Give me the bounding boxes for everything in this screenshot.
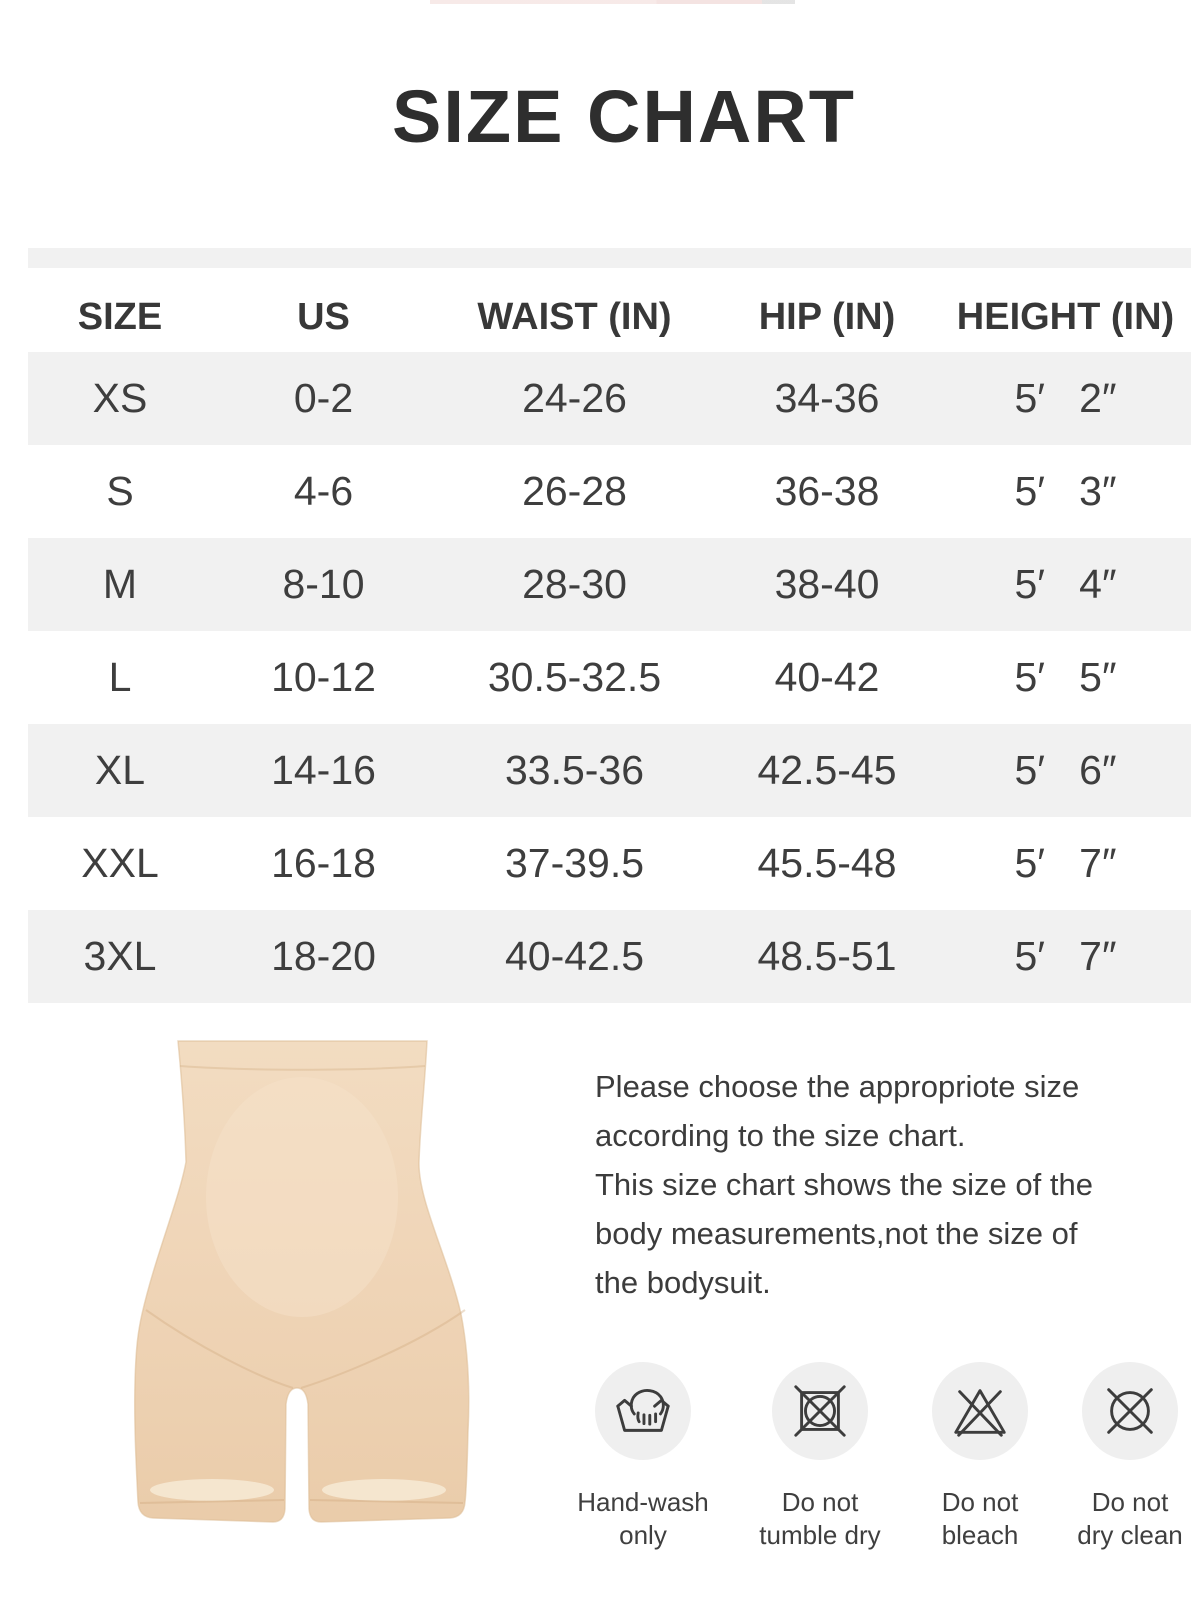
care-label-line: Hand-wash — [577, 1487, 709, 1517]
waist-cell: 37-39.5 — [504, 840, 645, 886]
table-header-row — [28, 268, 1191, 352]
us-cell: 18-20 — [271, 933, 376, 979]
size-cell: XL — [94, 747, 146, 793]
care-bubble — [1082, 1362, 1178, 1460]
hip-cell: 48.5-51 — [757, 933, 897, 979]
height-cell: 5′ 7″ — [1014, 933, 1117, 979]
hip-cell: 40-42 — [774, 654, 880, 700]
waist-cell: 40-42.5 — [504, 933, 645, 979]
table-row-s — [28, 445, 1191, 538]
table-top-strip — [28, 248, 1191, 268]
height-cell: 5′ 4″ — [1014, 561, 1117, 607]
size-cell: M — [102, 561, 138, 607]
do-not-dry-clean-icon — [1099, 1380, 1161, 1442]
hip-cell: 42.5-45 — [757, 747, 897, 793]
table-row-m — [28, 538, 1191, 631]
cropped-edge-artifact — [430, 0, 795, 4]
waist-cell: 28-30 — [522, 561, 627, 607]
height-cell: 5′ 2″ — [1014, 375, 1117, 421]
care-item-do-not-dry-clean — [1040, 1362, 1200, 1552]
hip-cell: 36-38 — [774, 468, 880, 514]
do-not-bleach-icon — [949, 1380, 1011, 1442]
us-cell: 10-12 — [271, 654, 376, 700]
sizing-notes — [595, 1062, 1175, 1307]
table-row-xl — [28, 724, 1191, 817]
size-cell: XXL — [81, 840, 159, 886]
size-cell: S — [106, 468, 134, 514]
size-cell: XS — [92, 375, 148, 421]
height-cell: 5′ 3″ — [1014, 468, 1117, 514]
do-not-tumble-dry-icon — [789, 1380, 851, 1442]
hip-cell: 38-40 — [774, 561, 880, 607]
size-cell: 3XL — [83, 933, 157, 979]
table-row-xxl — [28, 817, 1191, 910]
care-label-line: only — [619, 1520, 667, 1550]
care-label-line: tumble dry — [759, 1520, 881, 1550]
us-cell: 8-10 — [282, 561, 365, 607]
note-line: Please choose the appropriote size — [595, 1069, 1080, 1104]
height-cell: 5′ 5″ — [1014, 654, 1117, 700]
care-label-line: Do not — [1091, 1487, 1169, 1517]
hip-cell: 45.5-48 — [757, 840, 897, 886]
note-line: according to the size chart. — [595, 1118, 966, 1153]
us-cell: 16-18 — [271, 840, 376, 886]
table-row-l — [28, 631, 1191, 724]
us-cell: 4-6 — [293, 468, 354, 514]
page-title: SIZE CHART — [392, 75, 856, 158]
table-row-xs — [28, 352, 1191, 445]
hip-cell: 34-36 — [774, 375, 880, 421]
size-table — [28, 248, 1191, 1003]
note-line: body measurements,not the size of — [595, 1216, 1078, 1251]
column-header-us: US — [297, 295, 350, 338]
us-cell: 0-2 — [293, 375, 354, 421]
waist-cell: 33.5-36 — [504, 747, 645, 793]
care-item-do-not-tumble-dry — [730, 1362, 910, 1552]
care-item-hand-wash — [553, 1362, 733, 1552]
us-cell: 14-16 — [271, 747, 376, 793]
height-cell: 5′ 7″ — [1014, 840, 1117, 886]
waist-cell: 24-26 — [522, 375, 627, 421]
shapewear-product-image — [128, 1032, 476, 1544]
waist-cell: 26-28 — [522, 468, 627, 514]
size-cell: L — [108, 654, 132, 700]
note-line: This size chart shows the size of the — [595, 1167, 1093, 1202]
care-label-line: Do not — [941, 1487, 1019, 1517]
care-label-line: dry clean — [1077, 1520, 1183, 1550]
height-cell: 5′ 6″ — [1014, 747, 1117, 793]
table-row-3xl — [28, 910, 1191, 1003]
column-header-hip: HIP (IN) — [758, 295, 896, 338]
column-header-size: SIZE — [77, 295, 163, 338]
hand-wash-icon — [612, 1380, 674, 1442]
note-line: the bodysuit. — [595, 1265, 771, 1300]
care-label-line: bleach — [941, 1520, 1019, 1550]
column-header-waist: WAIST (IN) — [477, 295, 672, 338]
care-bubble — [595, 1362, 691, 1460]
care-bubble — [772, 1362, 868, 1460]
column-header-height: HEIGHT (IN) — [956, 295, 1175, 338]
waist-cell: 30.5-32.5 — [487, 654, 662, 700]
care-bubble — [932, 1362, 1028, 1460]
care-label-line: Do not — [781, 1487, 859, 1517]
